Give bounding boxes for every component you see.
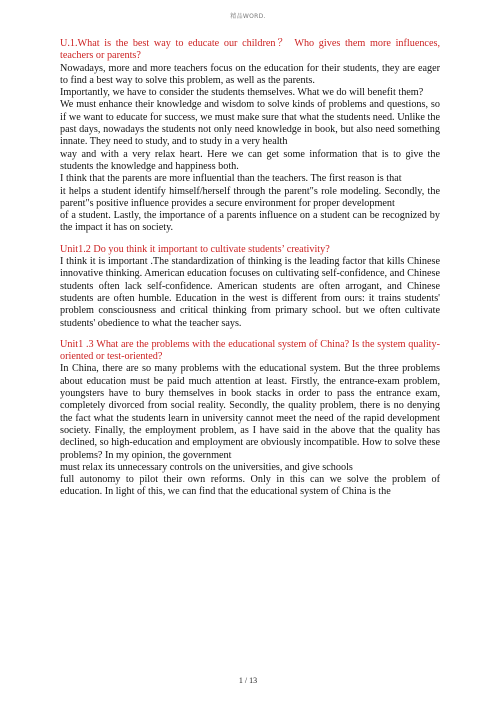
paragraph: must relax its unnecessary controls on the universities, and give schools — [60, 461, 353, 473]
page-header: 精品WORD. — [230, 13, 266, 20]
paragraph: Importantly, we have to consider the students themselves. What we do will benefit them? — [60, 87, 424, 99]
paragraph: Nowadays, more and more teachers focus on the education for their students, they are eager to find a best way to solve this problem, as well as the parents. — [60, 62, 440, 86]
paragraph: it helps a student identify himself/herself through the parent"s role modeling. Secondly, the parent"s positive influence provides a secure environment for proper development — [60, 185, 440, 209]
document-body — [60, 38, 440, 499]
section-heading: Unit1.2 Do you think it important to cultivate students’ creativity? — [60, 243, 330, 255]
section-heading: Unit1 .3 What are the problems with the educational system of China? Is the system quality-oriented or test-oriented? — [60, 338, 440, 363]
paragraph: I think that the parents are more influential than the teachers. The first reason is that — [60, 173, 402, 185]
paragraph: I think it is important .The standardization of thinking is the leading factor that kills Chinese innovative thinking. American education focuses on cultivating self-confidence, and Chinese students often lack self-confidence. American students are often arrogant, and Chinese students are often humble. Education in the west is different from ours: it trains students' problem consciousness and critical thinking from primary school. but we often cultivate students' obedience to what the teacher says. — [60, 256, 440, 329]
paragraph: of a student. Lastly, the importance of a parents influence on a student can be recognized by the impact it has on society. — [60, 210, 440, 234]
section-heading: U.1.What is the best way to educate our children？ Who gives them more influences, teachers or parents? — [60, 38, 440, 62]
paragraph: We must enhance their knowledge and wisdom to solve kinds of problems and questions, so if we want to educate for success, we must make sure that what the students need. Unlike the past days, nowadays the students not only need knowledge in book, but also need something innate. They need to study, and to study in a very health — [60, 99, 440, 148]
page-number: 1 / 13 — [238, 676, 258, 685]
paragraph: way and with a very relax heart. Here we can get some information that is to give the students the knowledge and happiness both. — [60, 148, 440, 172]
paragraph: full autonomy to pilot their own reforms. Only in this can we solve the problem of education. In light of this, we can find that the educational system of China is the — [60, 474, 440, 498]
paragraph: In China, there are so many problems with the educational system. But the three problems about education must be paid much attention at least. Firstly, the entrance-exam problem, youngsters have to bury themselves in book stacks in order to pass the entrance exam, completely divorced from social reality. Secondly, the quality problem, there is no denying the fact what the students learn in university cannot meet the need of the rapid development society. Finally, the employment problem, as I have said in the above that the quality has declined, so high-education and employment are obviously incompatible. How to solve these problems? In my opinion, the government — [60, 363, 440, 461]
